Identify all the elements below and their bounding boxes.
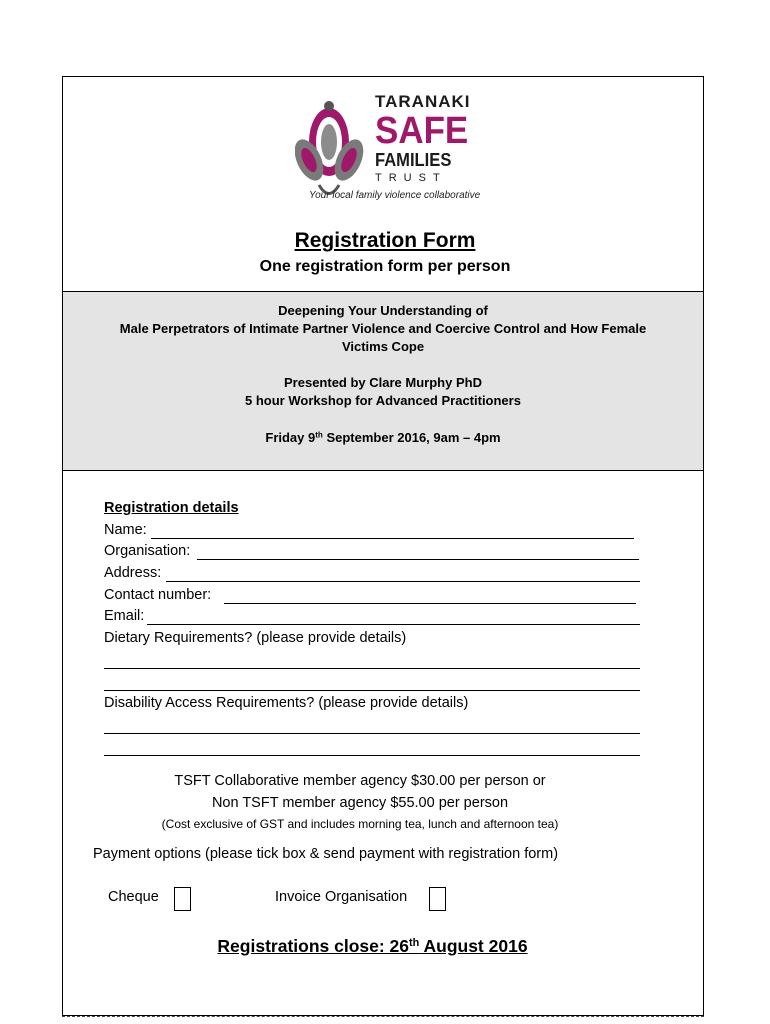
event-presenter: Presented by Clare Murphy PhD <box>284 375 482 390</box>
price-note: (Cost exclusive of GST and includes morning tea, lunch and afternoon tea) <box>161 817 559 831</box>
close-text: Registrations close: 26 <box>217 936 410 956</box>
contact-number-field[interactable] <box>224 603 636 604</box>
contact-number-label: Contact number: <box>104 587 212 603</box>
event-title-line3: Victims Cope <box>341 339 425 354</box>
email-label: Email: <box>104 608 145 624</box>
cheque-label: Cheque <box>108 889 159 905</box>
event-title-line1: Deepening Your Understanding of <box>278 303 488 318</box>
payment-instructions: Payment options (please tick box & send payment with registration form) <box>93 846 559 862</box>
close-rest: August 2016 <box>419 936 528 956</box>
close-date-suffix: th <box>409 937 420 950</box>
registration-heading: Registration details <box>104 500 239 516</box>
event-date-rest: September 2016, 9am – 4pm <box>322 430 501 445</box>
disability-field-line1[interactable] <box>104 733 640 734</box>
name-label: Name: <box>104 522 147 538</box>
logo-wordmark <box>375 93 476 184</box>
logo-line-families: FAMILIES <box>375 150 452 170</box>
logo-tagline: Your local family violence collaborative <box>309 190 481 201</box>
non-member-price: Non TSFT member agency $55.00 per person <box>211 795 509 811</box>
event-title-line2: Male Perpetrators of Intimate Partner Violence and Coercive Control and How Female <box>119 321 647 336</box>
logo-line-safe: SAFE <box>375 110 469 152</box>
page-subtitle: One registration form per person <box>259 258 511 275</box>
event-date-suffix: th <box>315 430 323 440</box>
logo-line-taranaki: TARANAKI <box>375 92 471 111</box>
organisation-label: Organisation: <box>104 543 191 559</box>
event-date <box>63 429 703 447</box>
event-workshop: 5 hour Workshop for Advanced Practitioners <box>245 393 521 408</box>
invoice-label: Invoice Organisation <box>275 889 408 905</box>
dietary-field-line2[interactable] <box>104 690 640 691</box>
invoice-checkbox[interactable] <box>429 887 446 911</box>
address-label: Address: <box>104 565 162 581</box>
page-title: Registration Form <box>294 229 476 252</box>
member-price: TSFT Collaborative member agency $30.00 per person or <box>174 773 546 789</box>
page-break-line <box>62 1016 704 1017</box>
name-field[interactable] <box>151 538 634 539</box>
dietary-field-line1[interactable] <box>104 668 640 669</box>
logo-line-trust: TRUST <box>375 172 447 184</box>
email-field[interactable] <box>147 624 640 625</box>
disability-field-line2[interactable] <box>104 755 640 756</box>
disability-label: Disability Access Requirements? (please provide details) <box>104 695 469 711</box>
organisation-field[interactable] <box>197 559 639 560</box>
event-date-day: Friday 9 <box>265 430 316 445</box>
cheque-checkbox[interactable] <box>174 887 191 911</box>
koru-emblem-icon <box>295 101 369 194</box>
address-field[interactable] <box>166 581 640 582</box>
registration-close-date <box>0 936 745 957</box>
dietary-label: Dietary Requirements? (please provide details) <box>104 630 407 646</box>
